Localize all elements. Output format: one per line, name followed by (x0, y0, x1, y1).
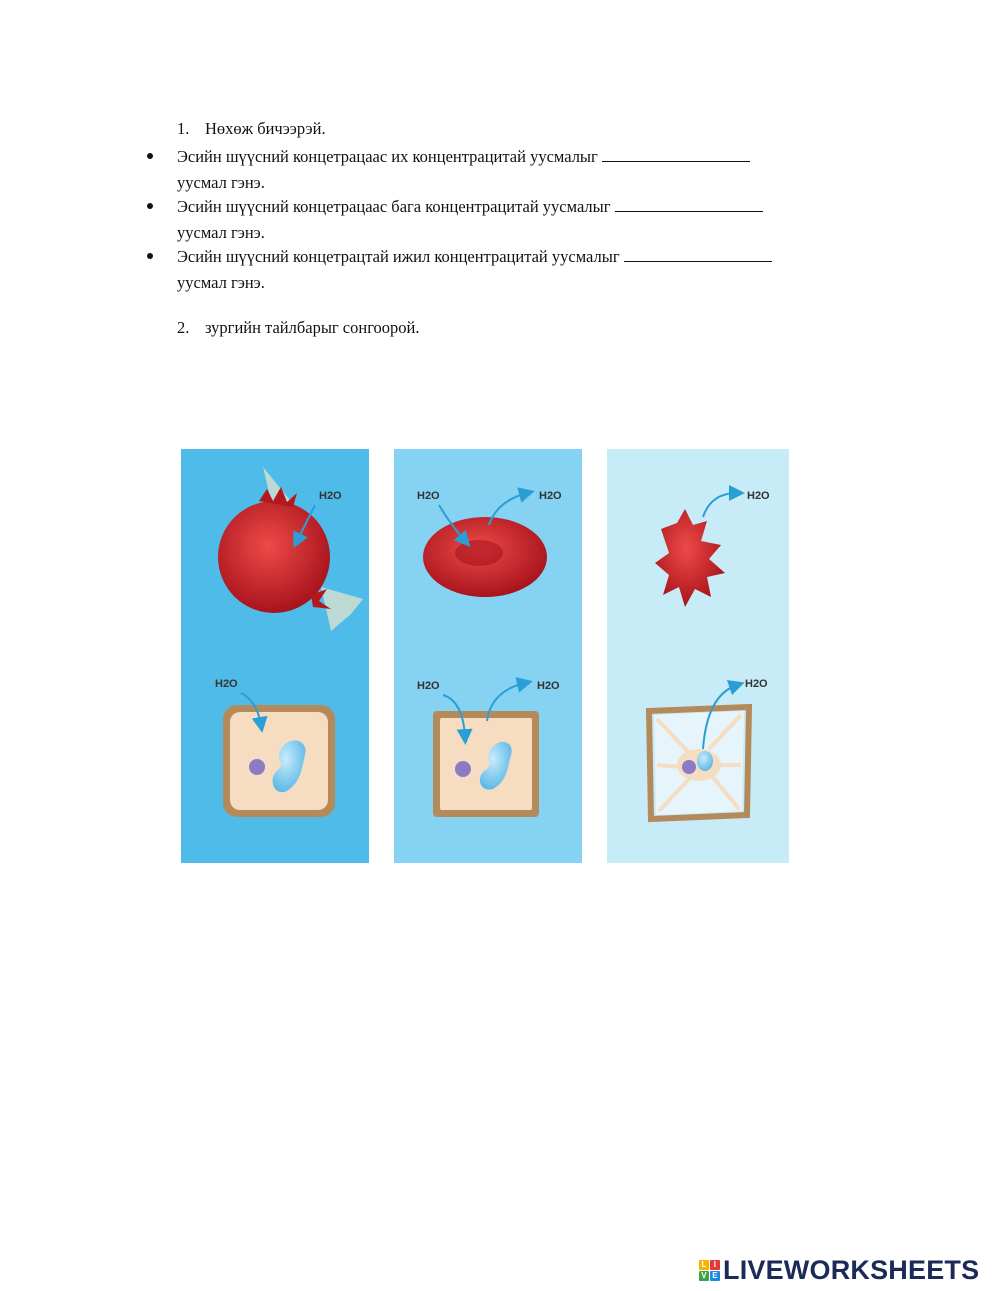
mark-letter: I (710, 1260, 720, 1270)
item-1-text: Эсийн шүүсний концетрацаас их концентрацитай уусмалыг (177, 147, 598, 166)
question-2-heading (177, 318, 420, 338)
item-3-tail: уусмал гэнэ. (177, 273, 265, 292)
plasmolyzed-plant-cell (649, 707, 749, 819)
item-1-tail: уусмал гэнэ. (177, 173, 265, 192)
osmosis-illustration (181, 449, 789, 863)
water-label: H2O (539, 490, 562, 502)
mark-letter: V (699, 1271, 709, 1281)
question-1-title: Нөхөж бичээрэй. (205, 119, 326, 138)
water-label: H2O (417, 490, 440, 502)
water-arrow-out (703, 493, 737, 517)
normal-red-cell (423, 517, 547, 597)
water-label: H2O (537, 680, 560, 692)
bullet-icon (147, 153, 153, 159)
blank-input-1[interactable] (602, 146, 750, 162)
liveworksheets-wordmark: LIVEWORKSHEETS (723, 1254, 980, 1285)
water-label: H2O (319, 490, 342, 502)
water-label: H2O (417, 680, 440, 692)
question-1-heading (177, 119, 326, 139)
water-label: H2O (745, 678, 768, 690)
normal-plant-cell (433, 711, 539, 817)
liveworksheets-logo (699, 1255, 979, 1285)
question-2-title: зургийн тайлбарыг сонгоорой. (205, 318, 420, 337)
bullet-icon (147, 253, 153, 259)
item-2-text: Эсийн шүүсний концетрацаас бага концентрацитай уусмалыг (177, 197, 611, 216)
item-2-tail: уусмал гэнэ. (177, 223, 265, 242)
liveworksheets-mark-icon (699, 1260, 720, 1281)
bullet-icon (147, 203, 153, 209)
water-label: H2O (215, 678, 238, 690)
blank-input-2[interactable] (615, 196, 763, 212)
shrunken-red-cell (655, 509, 725, 607)
water-label: H2O (747, 490, 770, 502)
question-2-number: 2. (177, 318, 190, 337)
mark-letter: E (710, 1271, 720, 1281)
blank-input-3[interactable] (624, 246, 772, 262)
question-1-number: 1. (177, 119, 190, 138)
osmosis-figure (181, 449, 789, 863)
mark-letter: L (699, 1260, 709, 1270)
item-3-text: Эсийн шүүсний концетрацтай ижил концентрацитай уусмалыг (177, 247, 620, 266)
turgid-plant-cell (223, 705, 335, 817)
